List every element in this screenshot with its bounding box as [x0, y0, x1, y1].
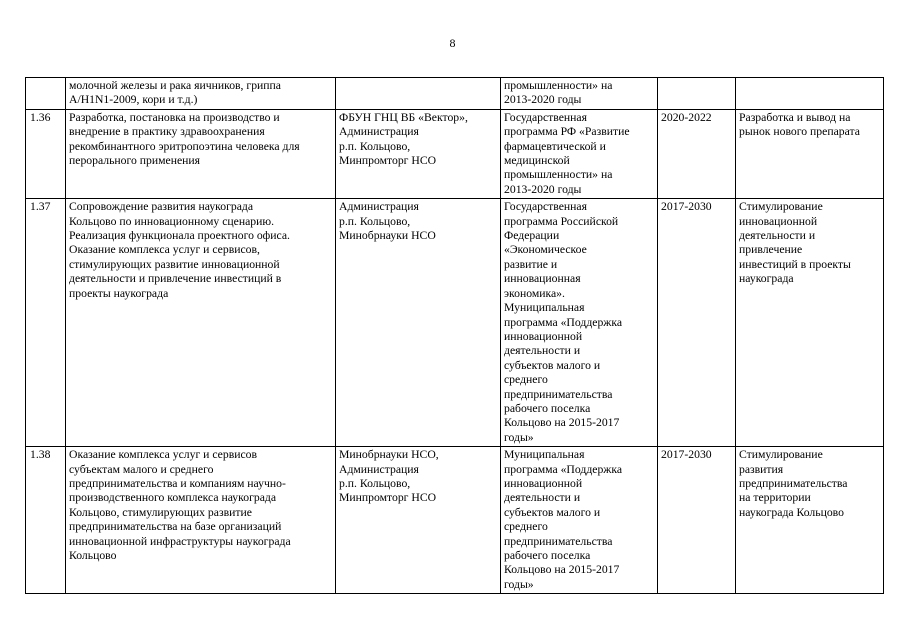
period-cell: 2020-2022 [658, 109, 736, 198]
table-row [26, 78, 884, 110]
table-row [26, 447, 884, 594]
table-row [26, 199, 884, 447]
result-cell: Разработка и вывод на рынок нового препарата [736, 109, 884, 198]
row-number: 1.36 [26, 109, 66, 198]
row-number [26, 78, 66, 110]
program-cell: Муниципальная программа «Поддержка инновационной деятельности и субъектов малого и среднего предпринимательства рабочего поселка Кольцово на 2015-2017 годы» [501, 447, 658, 594]
executors-cell [336, 78, 501, 110]
executors-cell: Минобрнауки НСО, Администрация р.п. Кольцово, Минпромторг НСО [336, 447, 501, 594]
period-cell [658, 78, 736, 110]
activity-cell: молочной железы и рака яичников, гриппа A/H1N1-2009, кори и т.д.) [66, 78, 336, 110]
row-number: 1.37 [26, 199, 66, 447]
executors-cell: ФБУН ГНЦ ВБ «Вектор», Администрация р.п. Кольцово, Минпромторг НСО [336, 109, 501, 198]
page-number: 8 [449, 36, 456, 50]
activity-cell: Разработка, постановка на производство и внедрение в практику здравоохранения рекомбинантного эритропоэтина человека для перорального применения [66, 109, 336, 198]
result-cell: Стимулирование инновационной деятельности и привлечение инвестиций в проекты наукограда [736, 199, 884, 447]
program-cell: промышленности» на 2013-2020 годы [501, 78, 658, 110]
row-number: 1.38 [26, 447, 66, 594]
activity-cell: Сопровождение развития наукограда Кольцово по инновационному сценарию. Реализация функционала проектного офиса. Оказание комплекса услуг и сервисов, стимулирующих развитие инновационной деятельности и привлечение инвестиций в проекты наукограда [66, 199, 336, 447]
result-cell: Стимулирование развития предпринимательства на территории наукограда Кольцово [736, 447, 884, 594]
activity-cell: Оказание комплекса услуг и сервисов субъектам малого и среднего предпринимательства и компаниям научно- производственного комплекса наукограда Кольцово, стимулирующих развитие предпринимательства на базе организаций инновационной инфраструктуры наукограда Кольцово [66, 447, 336, 594]
result-cell [736, 78, 884, 110]
period-cell: 2017-2030 [658, 447, 736, 594]
executors-cell: Администрация р.п. Кольцово, Минобрнауки НСО [336, 199, 501, 447]
program-cell: Государственная программа РФ «Развитие фармацевтической и медицинской промышленности» на 2013-2020 годы [501, 109, 658, 198]
table-row [26, 109, 884, 198]
period-cell: 2017-2030 [658, 199, 736, 447]
measures-table [25, 77, 884, 594]
program-cell: Государственная программа Российской Федерации «Экономическое развитие и инновационная экономика». Муниципальная программа «Поддержка инновационной деятельности и субъектов малого и среднего предпринимательства рабочего поселка Кольцово на 2015-2017 годы» [501, 199, 658, 447]
